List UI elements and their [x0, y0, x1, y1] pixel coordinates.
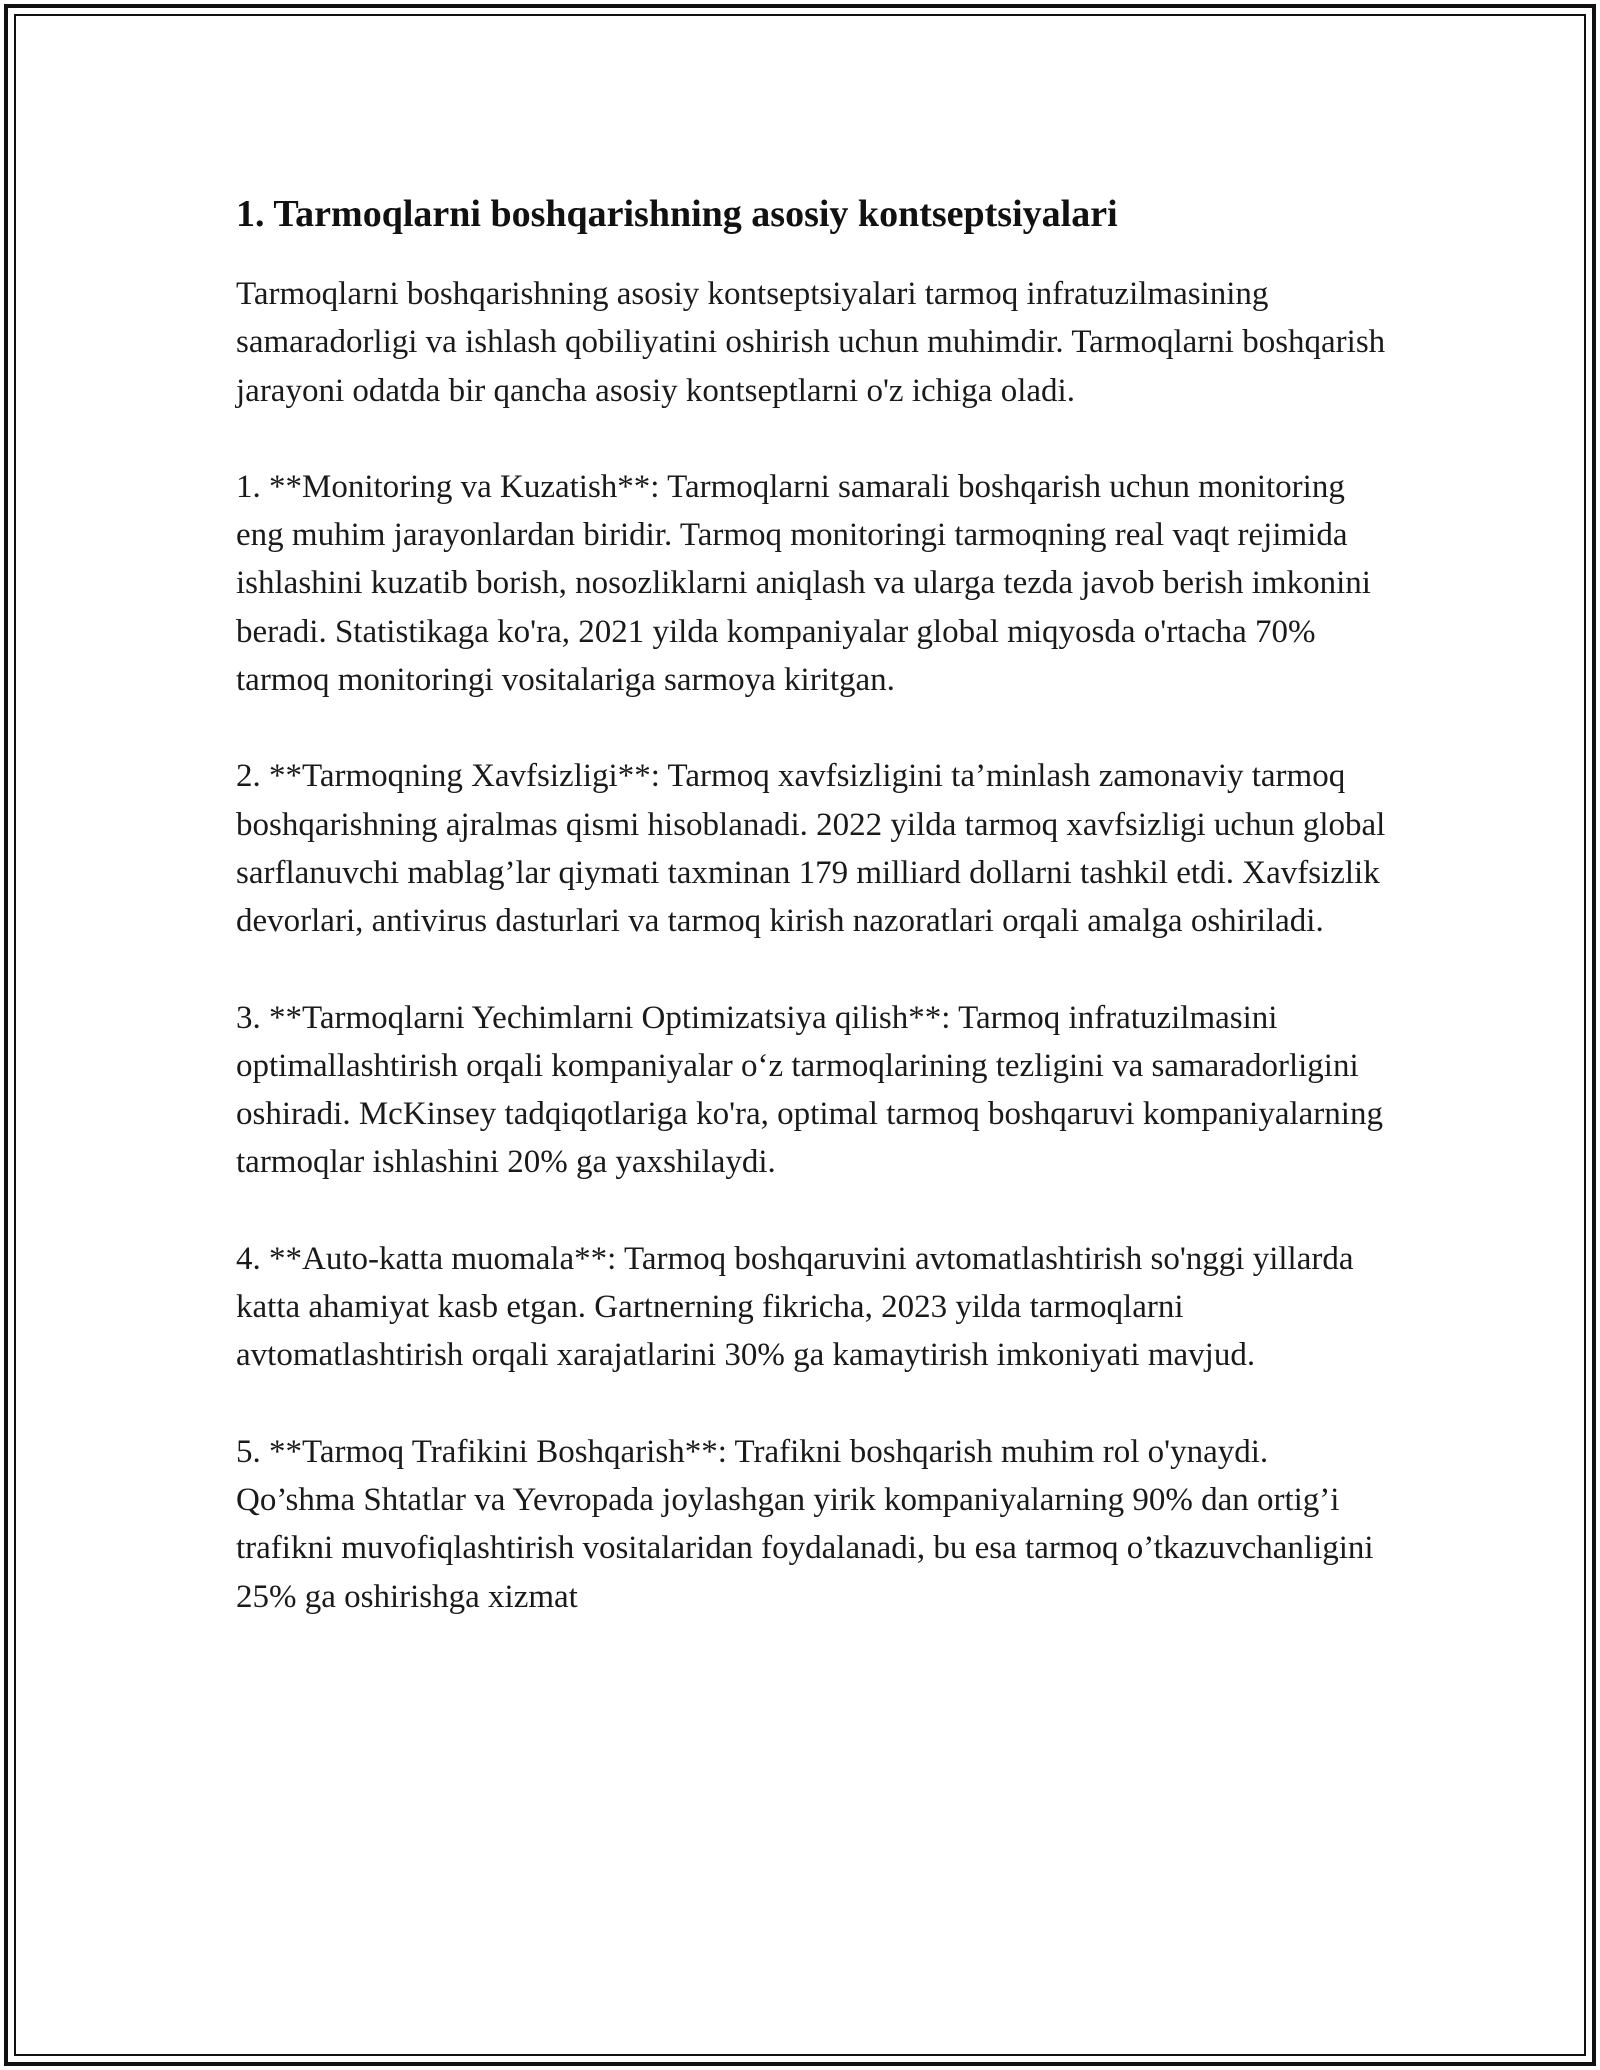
- document-title: 1. Tarmoqlarni boshqarishning asosiy kontseptsiyalari: [236, 193, 1118, 235]
- security-paragraph: 2. **Tarmoqning Xavfsizligi**: Tarmoq xavfsizligini ta’minlash zamonaviy tarmoq boshqarishning ajralmas qismi hisoblanadi. 2022 yilda tarmoq xavfsizligi uchun global sarflanuvchi mablag’lar qiymati taxminan 179 milliard dollarni tashkil etdi. Xavfsizlik devorlari, antivirus dasturlari va tarmoq kirish nazoratlari orqali amalga oshiriladi.: [236, 758, 1386, 940]
- optimization-paragraph: 3. **Tarmoqlarni Yechimlarni Optimizatsiya qilish**: Tarmoq infratuzilmasini optimallashtirish orqali kompaniyalar o‘z tarmoqlarining tezligini va samaradorligini oshiradi. McKinsey tadqiqotlariga ko'ra, optimal tarmoq boshqaruvi kompaniyalarning tarmoqlar ishlashini 20% ga yaxshilaydi.: [236, 999, 1383, 1181]
- intro-paragraph: Tarmoqlarni boshqarishning asosiy kontseptsiyalari tarmoq infratuzilmasining samaradorligi va ishlash qobiliyatini oshirish uchun muhimdir. Tarmoqlarni boshqarish jarayoni odatda bir qancha asosiy kontseptlarni o'z ichiga oladi.: [236, 276, 1386, 409]
- automation-paragraph: 4. **Auto-katta muomala**: Tarmoq boshqaruvini avtomatlashtirish so'nggi yillarda katta ahamiyat kasb etgan. Gartnerning fikricha, 2023 yilda tarmoqlarni avtomatlashtirish orqali xarajatlarini 30% ga kamaytirish imkoniyati mavjud.: [236, 1240, 1354, 1374]
- monitoring-paragraph: 1. **Monitoring va Kuzatish**: Tarmoqlarni samarali boshqarish uchun monitoring eng muhim jarayonlardan biridir. Tarmoq monitoringi tarmoqning real vaqt rejimida ishlashini kuzatib borish, nosozliklarni aniqlash va ularga tezda javob berish imkonini beradi. Statistikaga ko'ra, 2021 yilda kompaniyalar global miqyosda o'rtacha 70% tarmoq monitoringi vositalariga sarmoya kiritgan.: [236, 468, 1371, 699]
- document-body: [236, 186, 1386, 1669]
- traffic-paragraph: 5. **Tarmoq Trafikini Boshqarish**: Trafikni boshqarish muhim rol o'ynaydi. Qo’shma Shtatlar va Yevropada joylashgan yirik kompaniyalarning 90% dan ortig’i trafikni muvofiqlashtirish vositalaridan foydalanadi, bu esa tarmoq o’tkazuvchanligini 25% ga oshirishga xizmat: [236, 1433, 1374, 1615]
